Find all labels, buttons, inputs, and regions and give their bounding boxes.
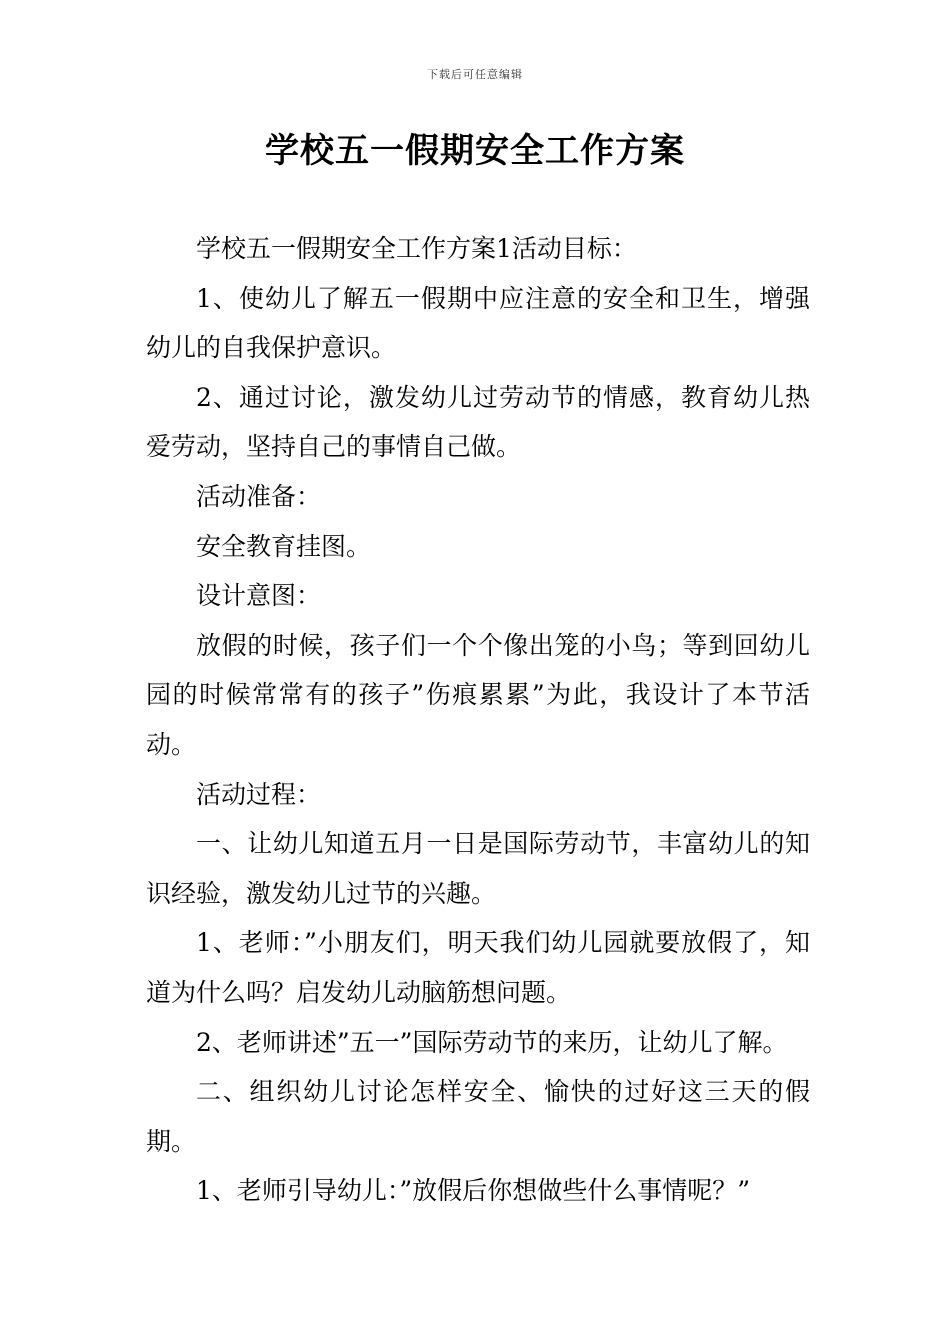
paragraph-intro: 学校五一假期安全工作方案1活动目标： — [196, 234, 637, 263]
paragraph-step-2: 二、组织幼儿讨论怎样安全、愉快的过好这三天的假期。 — [146, 1077, 810, 1156]
paragraph-design-heading: 设计意图： — [196, 581, 322, 611]
paragraph-step-2-1: 1、老师引导幼儿：”放假后你想做些什么事情呢？” — [196, 1176, 750, 1206]
paragraph-goal-2: 2、通过讨论，激发幼儿过劳动节的情感，教育幼儿热爱劳动，坚持自己的事情自己做。 — [146, 382, 810, 462]
paragraph-design: 放假的时候，孩子们一个个像出笼的小鸟；等到回幼儿园的时候常常有的孩子”伤痕累累”为此，我设计了本节活动。 — [146, 630, 810, 759]
paragraph-process-heading: 活动过程： — [196, 779, 322, 809]
paragraph-preparation-heading: 活动准备： — [196, 481, 322, 511]
header-note: 下载后可任意编辑 — [427, 68, 523, 81]
paragraph-step-1: 一、让幼儿知道五月一日是国际劳动节，丰富幼儿的知识经验，激发幼儿过节的兴趣。 — [146, 829, 810, 908]
paragraph-step-1-2: 2、老师讲述”五一”国际劳动节的来历，让幼儿了解。 — [196, 1027, 788, 1057]
document-body — [146, 224, 810, 1216]
paragraph-preparation: 安全教育挂图。 — [196, 531, 372, 561]
paragraph-step-1-1: 1、老师：”小朋友们，明天我们幼儿园就要放假了，知道为什么吗？启发幼儿动脑筋想问题。 — [146, 928, 810, 1007]
paragraph-goal-1: 1、使幼儿了解五一假期中应注意的安全和卫生，增强幼儿的自我保护意识。 — [146, 283, 810, 363]
document-title: 学校五一假期安全工作方案 — [265, 131, 685, 171]
